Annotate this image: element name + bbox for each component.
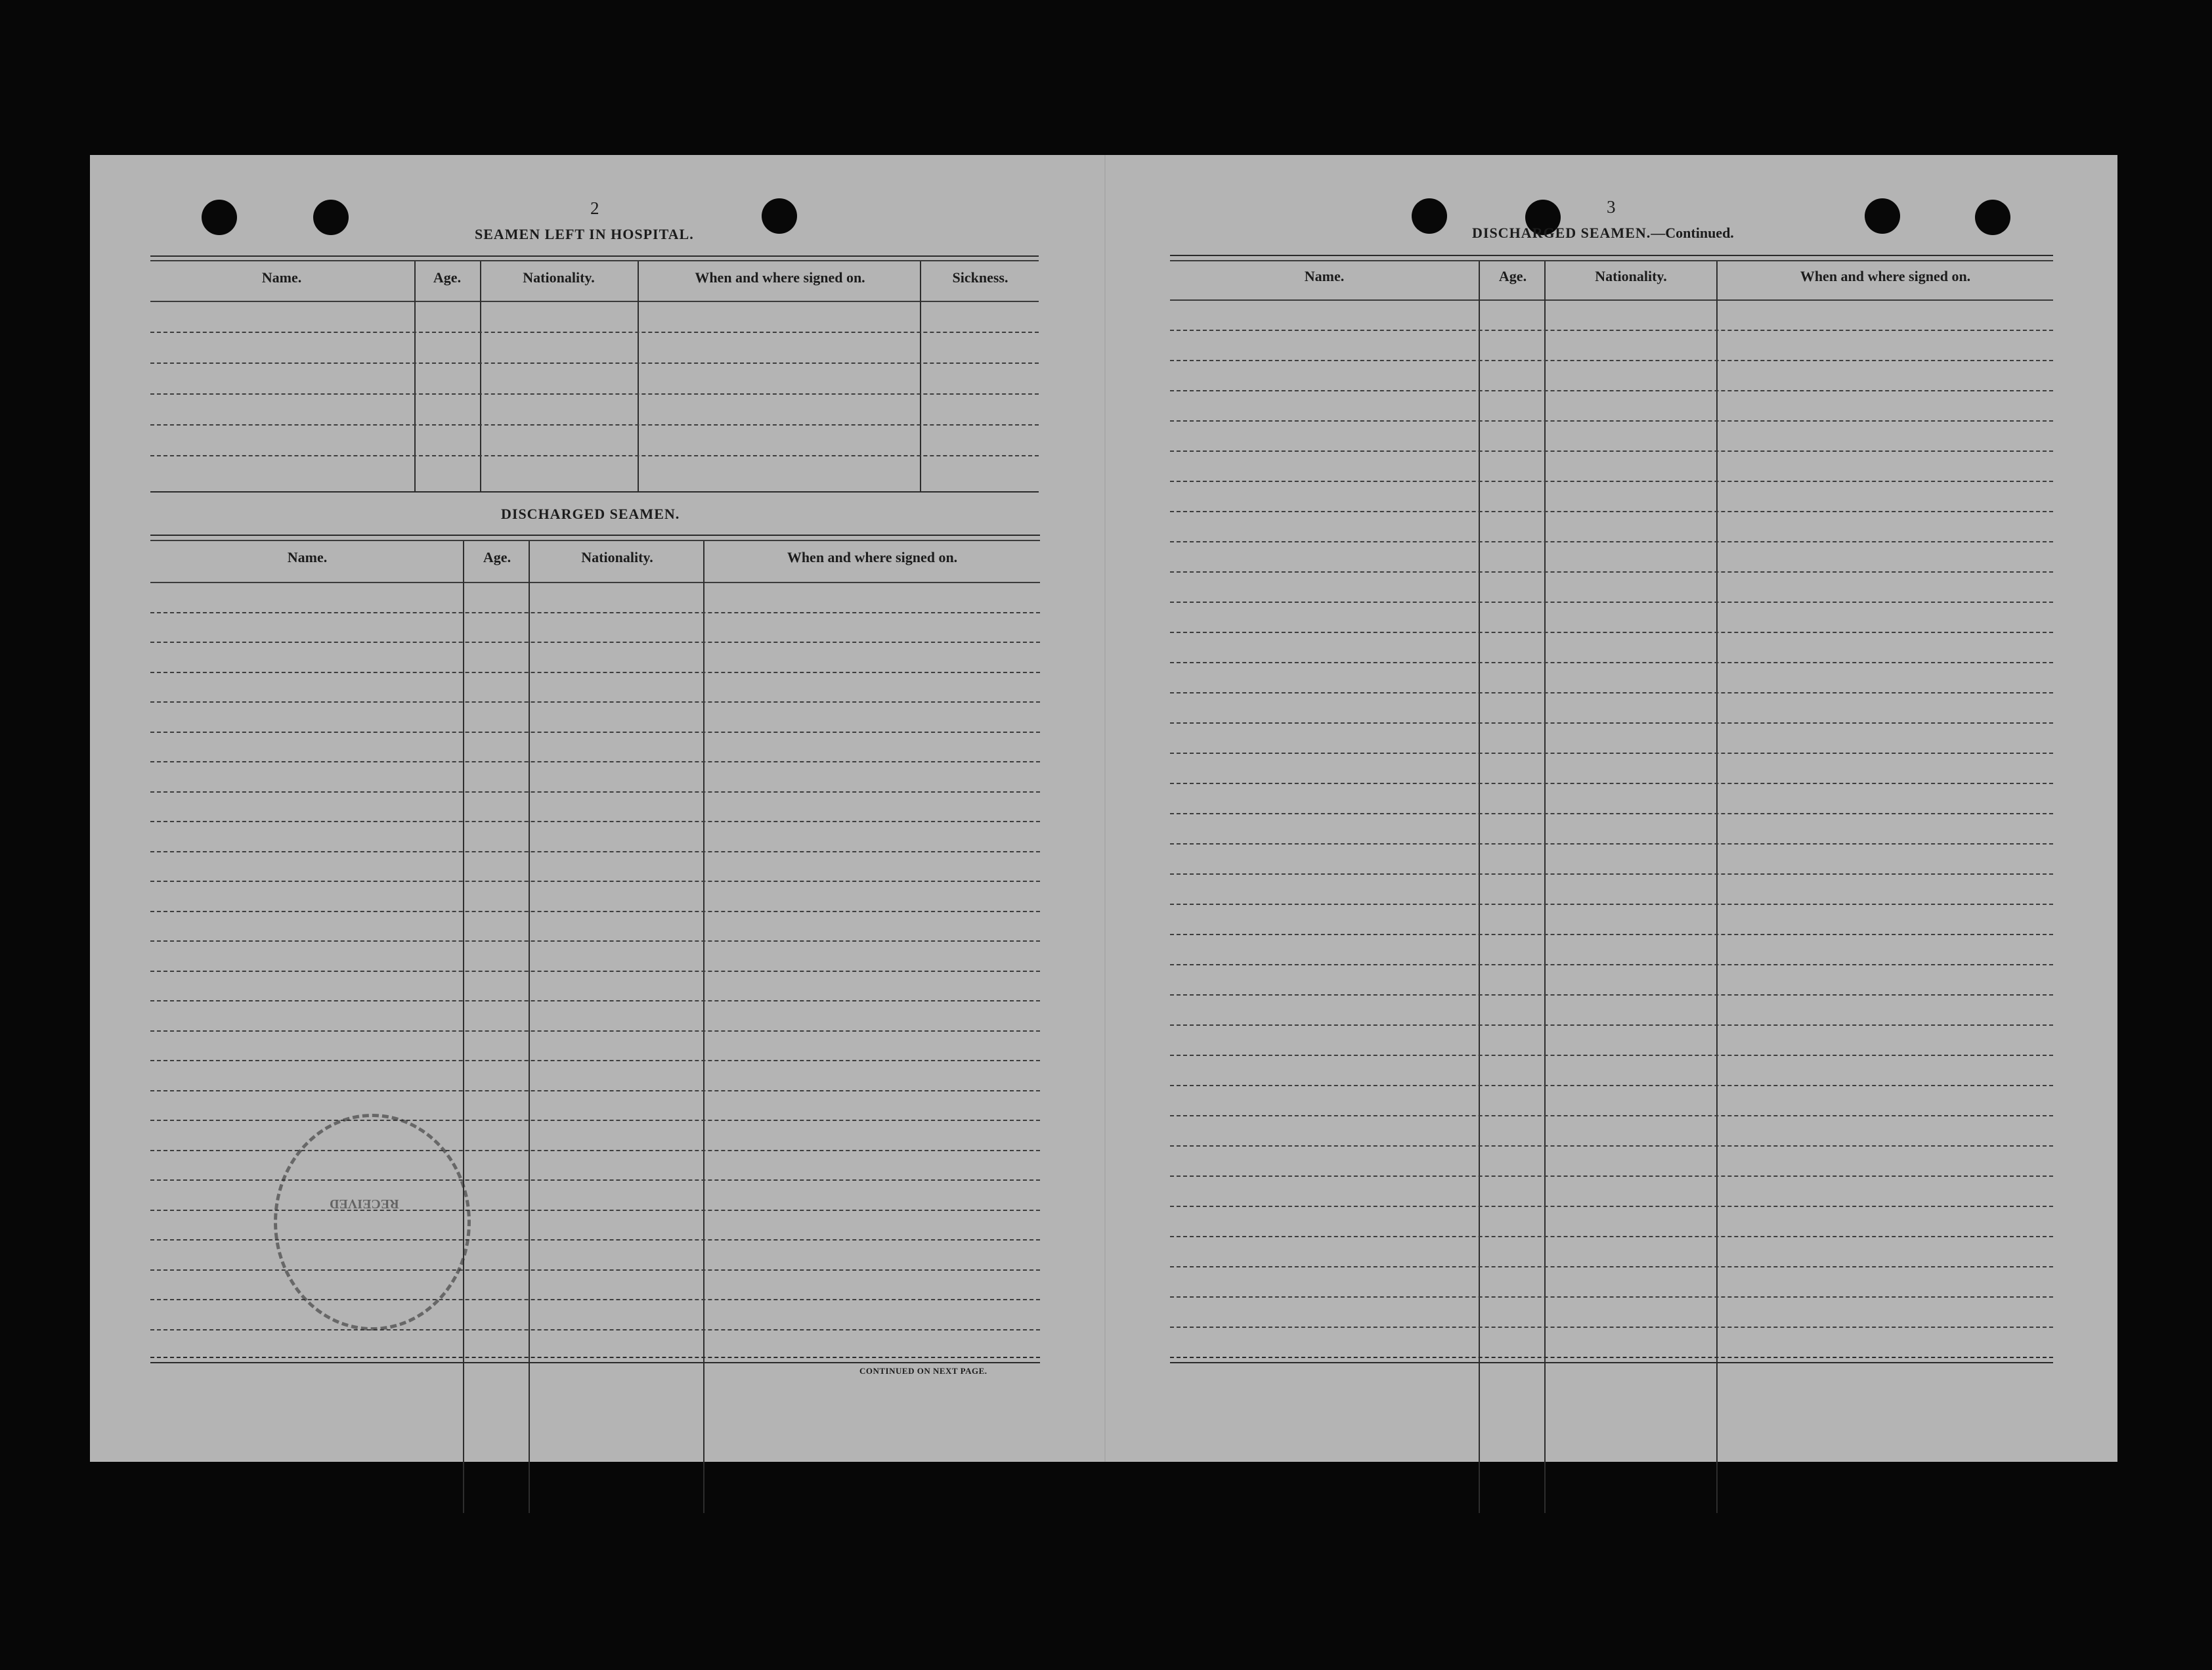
discharged-col-nationality: Nationality. [581,549,653,565]
ruled-row-line [150,1150,1040,1151]
ruled-row-line [1170,1085,2053,1086]
ruled-row-line [150,791,1040,793]
ruled-row-line [1170,1296,2053,1298]
continued-footer: CONTINUED ON NEXT PAGE. [859,1366,987,1376]
ruled-row-line [1170,1206,2053,1207]
ruled-row-line [1170,571,2053,573]
right-col-age: Age. [1498,268,1527,284]
right-col-name: Name. [1304,268,1345,284]
ruled-row-line [150,1060,1040,1061]
ruled-row-line [1170,1236,2053,1237]
ruled-row-line [150,881,1040,882]
ruled-row-line [1170,1115,2053,1116]
hospital-col-age: Age. [433,269,462,286]
ruled-row-line [1170,1176,2053,1177]
ruled-row-line [1170,753,2053,754]
ruled-row-line [1170,632,2053,633]
ruled-row-line [1170,843,2053,845]
ruled-row-line [150,821,1040,822]
ruled-row-line [1170,873,2053,875]
ruled-row-line [1170,450,2053,452]
ruled-row-line [150,363,1039,364]
ruled-row-line [1170,420,2053,422]
ruled-row-line [1170,360,2053,361]
ruled-row-line [1170,1055,2053,1056]
ruled-row-line [1170,783,2053,784]
ruled-row-line [150,1329,1040,1330]
discharged-col-age: Age. [483,549,511,565]
discharged-col-name: Name. [287,549,328,565]
right-table-rows [1170,299,2053,1513]
ruled-row-line [150,1030,1040,1032]
ruled-row-line [1170,1266,2053,1267]
ruled-row-line [150,940,1040,942]
hospital-col-sickness: Sickness. [952,269,1008,286]
ruled-row-line [1170,904,2053,905]
ruled-row-line [1170,964,2053,965]
hospital-section-title: SEAMEN LEFT IN HOSPITAL. [475,226,694,242]
discharged-col-signed-on: When and where signed on. [787,549,958,565]
ruled-row-line [1170,330,2053,331]
ruled-row-line [1170,481,2053,482]
ruled-row-line [1170,390,2053,391]
ruled-row-line [1170,722,2053,724]
ruled-row-line [1170,602,2053,603]
punch-hole [313,200,349,235]
section-title-suffix: —Continued. [1651,225,1734,241]
ruled-row-line [1170,541,2053,542]
punch-hole [1865,198,1900,234]
ruled-row-line [150,455,1039,456]
stamp-text: RECEIVED [330,1197,399,1211]
ruled-row-line [150,701,1040,703]
ruled-row-line [150,732,1040,733]
received-stamp [274,1114,471,1330]
discharged-continued-title [1472,225,1734,242]
ruled-row-line [1170,934,2053,935]
punch-hole [762,198,797,234]
right-table-top-rule [1170,255,2053,256]
section-title-text: DISCHARGED SEAMEN. [1472,225,1651,241]
ruled-row-line [150,1299,1040,1300]
punch-hole [1975,200,2010,235]
page-number-left: 2 [590,198,599,218]
ruled-row-line [150,672,1040,673]
hospital-col-nationality: Nationality. [523,269,595,286]
ruled-row-line [150,1120,1040,1121]
ruled-row-line [150,393,1039,395]
punch-hole [202,200,237,235]
ruled-row-line [1170,662,2053,663]
ruled-row-line [150,911,1040,912]
right-col-nationality: Nationality. [1595,268,1667,284]
ruled-row-line [150,424,1039,426]
ruled-row-line [150,971,1040,972]
hospital-table-top-rule [150,255,1039,257]
ruled-row-line [1170,813,2053,814]
page-number-right: 3 [1607,197,1616,217]
ruled-row-line [150,1090,1040,1091]
ruled-row-line [150,642,1040,643]
discharged-table-top-rule [150,535,1040,536]
ruled-row-line [1170,692,2053,693]
ruled-row-line [1170,1145,2053,1147]
ruled-row-line [150,1000,1040,1001]
ruled-row-line [1170,1024,2053,1026]
center-fold [1104,155,1106,1462]
hospital-col-signed-on: When and where signed on. [695,269,865,286]
ruled-row-line [1170,994,2053,996]
ruled-row-line [150,761,1040,762]
discharged-section-title: DISCHARGED SEAMEN. [501,506,680,522]
hospital-table-rows [150,301,1039,491]
hospital-col-name: Name. [261,269,302,286]
ruled-row-line [1170,511,2053,512]
ruled-row-line [150,332,1039,333]
document-sheet [90,155,2117,1462]
right-col-signed-on: When and where signed on. [1800,268,1971,284]
ruled-row-line [1170,1327,2053,1328]
punch-hole [1412,198,1447,234]
ruled-row-line [150,612,1040,613]
ruled-row-line [150,851,1040,852]
